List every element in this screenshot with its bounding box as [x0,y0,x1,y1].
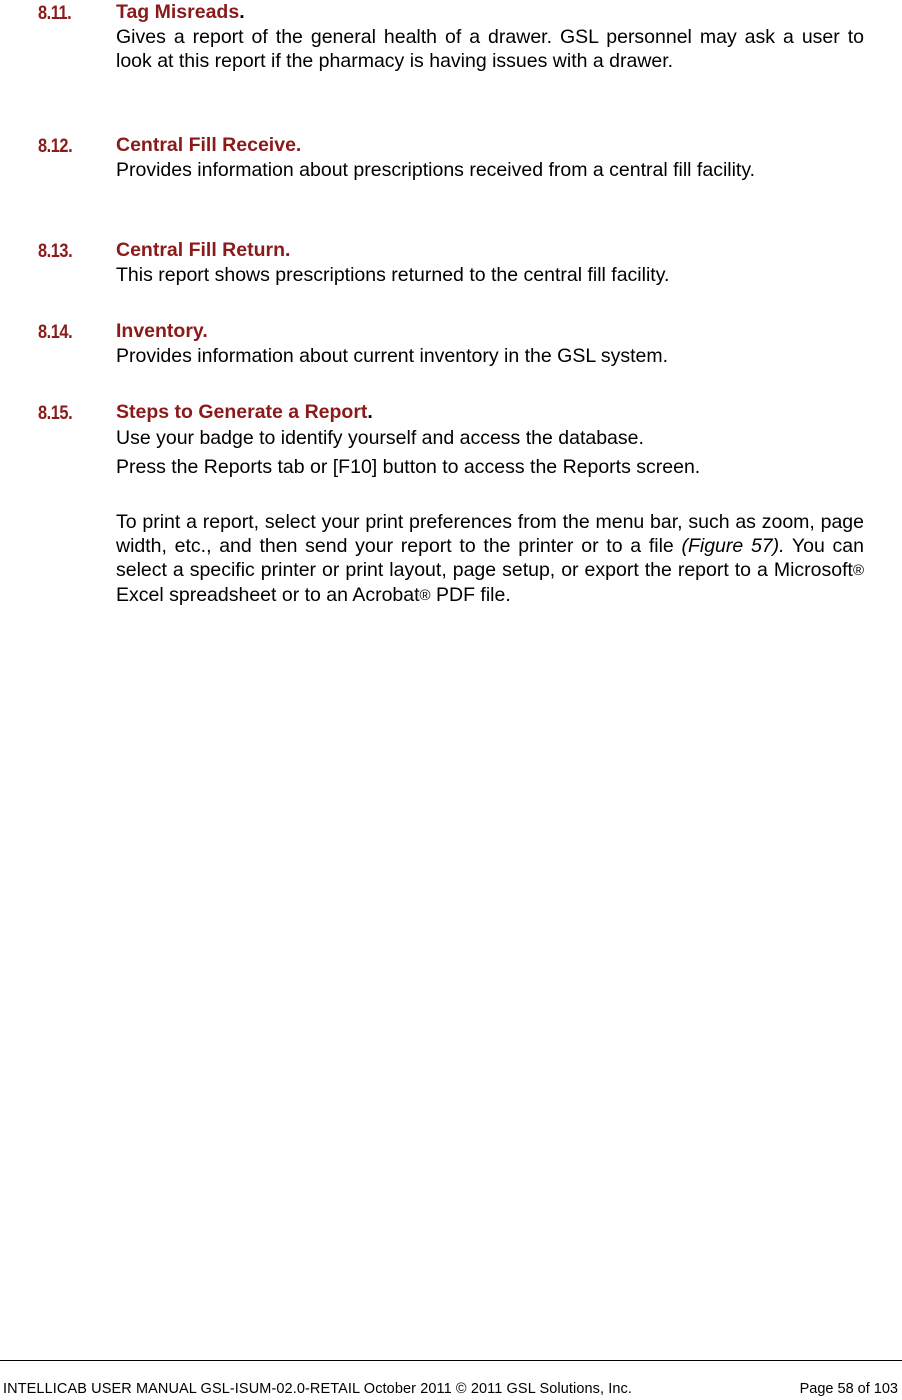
footer-divider [0,1360,902,1361]
step-line: Use your badge to identify yourself and access the database. [116,427,644,449]
section-title [116,400,373,424]
paragraph-text: To print a report, select your print preferences from the menu bar, such as zoom, page width, etc., and then send your report to the printer or to a file [116,511,864,557]
section-title: Inventory. [116,320,208,342]
footer-text: INTELLICAB USER MANUAL GSL-ISUM-02.0-RETAIL October 2011 © 2011 GSL Solutions, Inc. [3,1381,633,1397]
step-line: Press the Reports tab or [F10] button to access the Reports screen. [116,456,701,478]
section-number: 8.15. [38,403,73,424]
section-number: 8.12. [38,136,73,157]
section-title: Central Fill Return. [116,239,291,261]
paragraph-text: PDF file. [430,584,511,606]
registered-mark: ® [419,587,431,604]
section-body: Provides information about current inventory in the GSL system. [116,345,669,367]
registered-mark: ® [852,562,864,579]
print-instructions-paragraph [116,510,864,608]
figure-reference: (Figure 57). [681,535,785,557]
section-title-period: . [239,1,245,23]
page-number: Page 58 of 103 [799,1381,898,1397]
paragraph-text: Excel spreadsheet or to an Acrobat [116,584,420,606]
section-title-text: Steps to Generate a Report [116,401,368,423]
section-body: This report shows prescriptions returned to the central fill facility. [116,264,670,286]
section-title-period: . [367,401,373,423]
section-number: 8.11. [38,3,72,24]
section-number: 8.14. [38,322,73,343]
section-number: 8.13. [38,241,73,262]
section-body: Provides information about prescriptions received from a central fill facility. [116,159,756,181]
section-title: Central Fill Receive. [116,134,302,156]
section-title-text: Tag Misreads [116,1,240,23]
section-title [116,0,245,24]
section-body: Gives a report of the general health of a drawer. GSL personnel may ask a user to look at this report if the pharmacy is having issues with a drawer. [116,26,864,72]
paragraph-text: You can select a specific printer or print layout, page setup, or export the report to a Microsoft [116,535,864,581]
